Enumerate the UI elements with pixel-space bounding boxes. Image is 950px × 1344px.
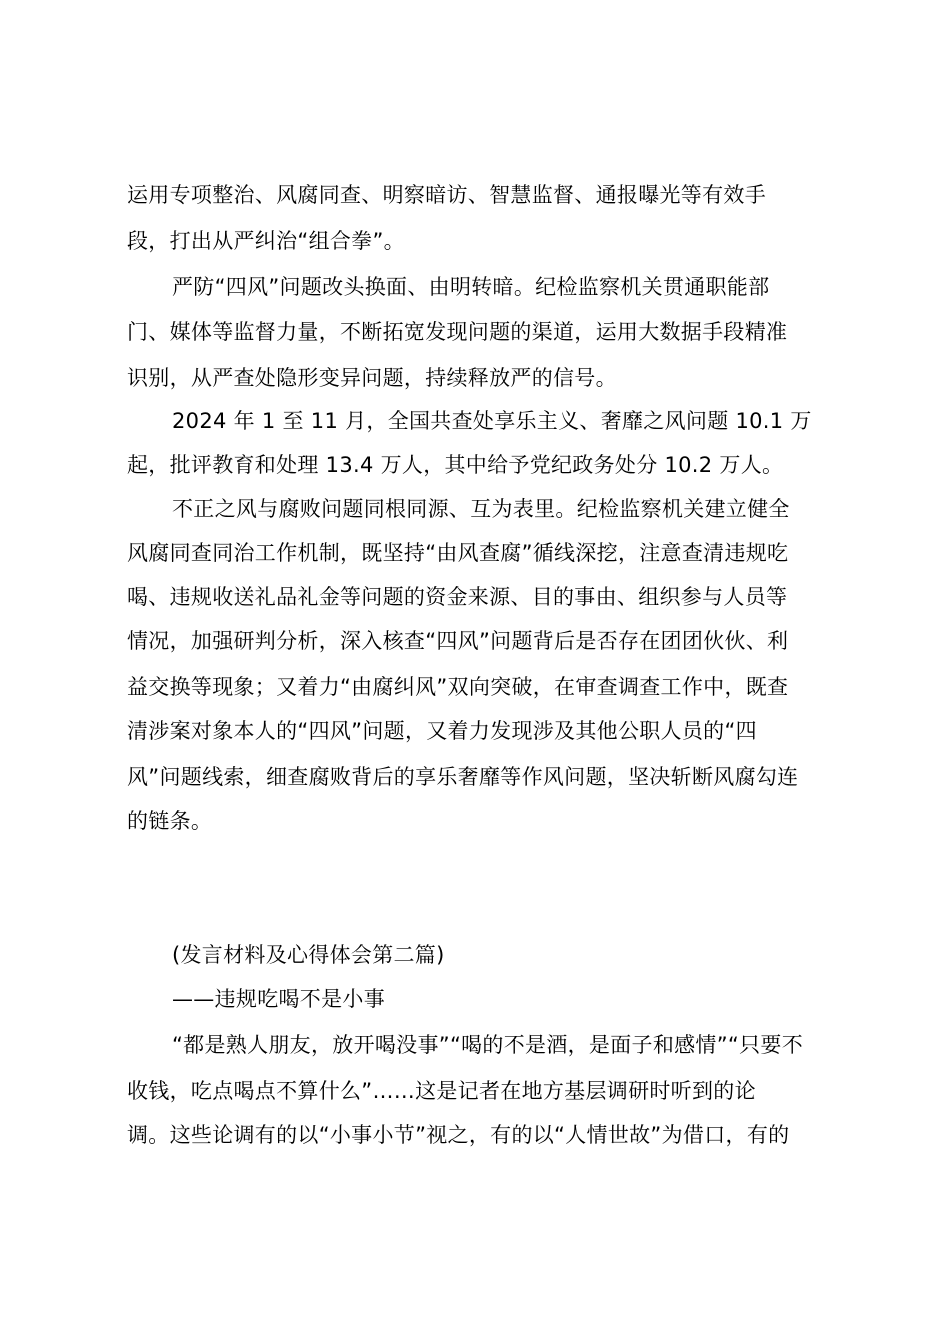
document-page: 运用专项整治、风腐同查、明察暗访、智慧监督、通报曝光等有效手 段，打出从严纠治“组合拳”。 严防“四风”问题改头换面、由明转暗。纪检监察机关贯通职能部 门、媒体等监督力量，不断拓宽发现问题的渠道，运用大数据手段精准 识别，从严查处隐形变异问题，持续释放严的信号。 2024 年 1 至 11 月，全国共查处享乐主义、奢靡之风问题 10.1 万 起，批评教育和处理 13.4 万人，其中给予党纪政务处分 10.2 万人。 不正之风与腐败问题同根同源、互为表里。纪检监察机关建立健全 风腐同查同治工作机制，既坚持“由风查腐”循线深挖，注意查清违规吃 喝、违规收送礼品礼金等问题的资金来源、目的事由、组织参与人员等 情况，加强研判分析，深入核查“四风”问题背后是否存在团团伙伙、利 益交换等现象；又着力“由腐纠风”双向突破，在审查调查工作中，既查 清涉案对象本人的“四风”问题，又着力发现涉及其他公职人员的“四 风”问题线索，细查腐败背后的享乐奢靡等作风问题，坚决斩断风腐勾连 的链条。 (发言材料及心得体会第二篇) ——违规吃喝不是小事 “都是熟人朋友，放开喝没事”“喝的不是酒，是面子和感情”“只要不 收钱，吃点喝点不算什么”……这是记者在地方基层调研时听到的论 调。这些论调有的以“小事小节”视之，有的以“人情世故”为借口，有的 xyxy=(0,0,950,1344)
